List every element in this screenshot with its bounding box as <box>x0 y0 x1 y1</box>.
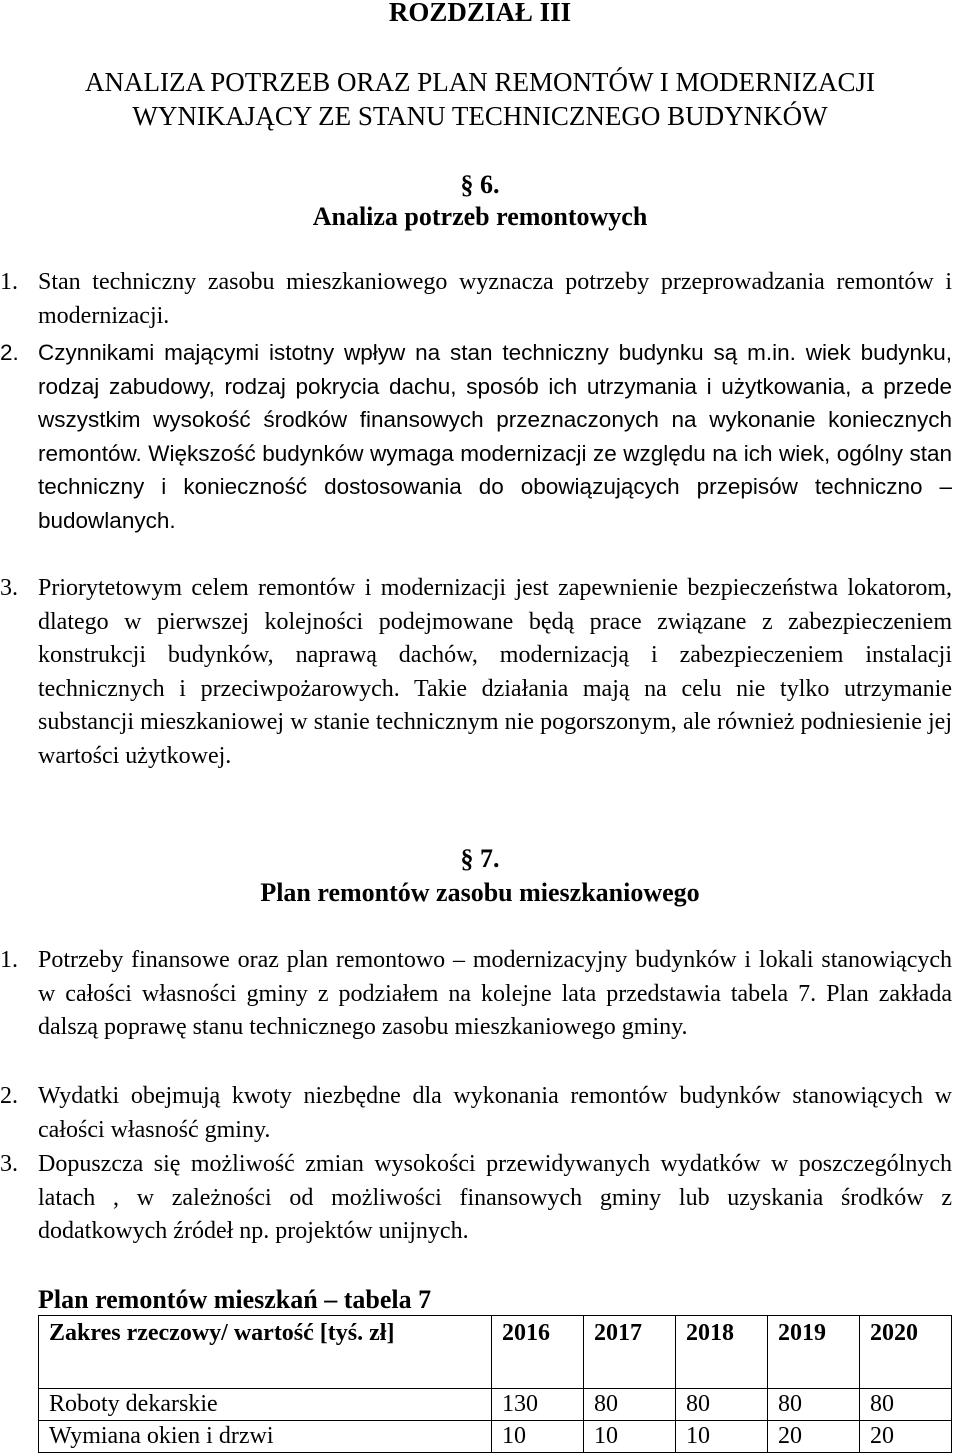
repair-plan-table <box>38 1315 952 1453</box>
table-cell: 20 <box>768 1421 860 1453</box>
table-cell: 130 <box>492 1389 584 1421</box>
table-header-row <box>39 1316 952 1389</box>
table-cell: Roboty dekarskie <box>39 1389 492 1421</box>
item-text: Dopuszcza się możliwość zmian wysokości przewidywanych wydatków w poszczególnych latach , w zależności od możliwości finansowych gminy lub uzyskania środków z dodatkowych źródeł np. projektów unijnych. <box>38 1151 952 1244</box>
section-6-number: § 6. <box>460 170 500 199</box>
table-cell: 80 <box>676 1389 768 1421</box>
item-text: Priorytetowym celem remontów i modernizacji jest zapewnienie bezpieczeństwa lokatorom, dlatego w pierwszej kolejności podejmowane będą prace związane z zabezpieczeniem konstrukcji budynków, naprawą dachów, modernizacją i zabezpieczeniem instalacji technicznych i przeciwpożarowych. Takie działania mają na celu nie tylko utrzymanie substancji mieszkaniowej w stanie technicznym nie pogorszonym, ale również podniesienie jej wartości użytkowej. <box>38 575 952 769</box>
table-header-cell: 2016 <box>492 1316 584 1389</box>
table-cell: 10 <box>492 1421 584 1453</box>
item-text: Czynnikami mającymi istotny wpływ na stan techniczny budynku są m.in. wiek budynku, rodzaj zabudowy, rodzaj pokrycia dachu, sposób ich utrzymania i użytkowania, a przede wszystkim wysokość środków finansowych przeznaczonych na wykonanie koniecznych remontów. Większość budynków wymaga modernizacji ze względu na ich wiek, ogólny stan techniczny i konieczność dostosowania do obowiązujących przepisów techniczno – budowlanych. <box>38 340 952 533</box>
table-cell: 10 <box>676 1421 768 1453</box>
table-cell: 80 <box>584 1389 676 1421</box>
item-text: Stan techniczny zasobu mieszkaniowego wyznacza potrzeby przeprowadzania remontów i modernizacji. <box>38 269 952 329</box>
table-cell: 10 <box>584 1421 676 1453</box>
item-number: 1. <box>0 269 18 295</box>
table-header-cell: 2020 <box>860 1316 952 1389</box>
table-cell: Wymiana okien i drzwi <box>39 1421 492 1453</box>
document-title-line-1: ANALIZA POTRZEB ORAZ PLAN REMONTÓW I MODERNIZACJI <box>85 67 875 97</box>
table-cell: 80 <box>860 1389 952 1421</box>
item-text: Potrzeby finansowe oraz plan remontowo – modernizacyjny budynków i lokali stanowiących w całości własności gminy z podziałem na kolejne lata przedstawia tabela 7. Plan zakłada dalszą poprawę stanu technicznego zasobu mieszkaniowego gminy. <box>38 947 952 1040</box>
section-7-item-1 <box>0 944 952 1045</box>
section-7-number: § 7. <box>460 844 500 873</box>
section-6-item-1 <box>0 266 952 333</box>
table-header-cell: 2018 <box>676 1316 768 1389</box>
table-header-cell: 2017 <box>584 1316 676 1389</box>
table-row <box>39 1389 952 1421</box>
document-title-line-2: WYNIKAJĄCY ZE STANU TECHNICZNEGO BUDYNKÓW <box>132 101 828 131</box>
item-number: 2. <box>0 1083 18 1109</box>
table-header-cell: Zakres rzeczowy/ wartość [tyś. zł] <box>39 1316 492 1389</box>
item-number: 1. <box>0 947 18 973</box>
table-cell: 80 <box>768 1389 860 1421</box>
chapter-heading: ROZDZIAŁ III <box>388 0 572 27</box>
table-header-cell: 2019 <box>768 1316 860 1389</box>
table-cell: 20 <box>860 1421 952 1453</box>
section-6-item-2 <box>0 336 952 537</box>
section-6-item-3 <box>0 572 952 773</box>
section-7-heading: Plan remontów zasobu mieszkaniowego <box>260 878 700 907</box>
table-caption: Plan remontów mieszkań – tabela 7 <box>38 1285 432 1314</box>
item-number: 2. <box>0 340 19 365</box>
item-number: 3. <box>0 575 18 601</box>
item-text: Wydatki obejmują kwoty niezbędne dla wykonania remontów budynków stanowiących w całości własność gminy. <box>38 1083 952 1143</box>
table-row <box>39 1421 952 1453</box>
section-7-item-3 <box>0 1148 952 1249</box>
section-6-heading: Analiza potrzeb remontowych <box>312 202 648 231</box>
section-7-item-2 <box>0 1080 952 1147</box>
item-number: 3. <box>0 1151 18 1177</box>
